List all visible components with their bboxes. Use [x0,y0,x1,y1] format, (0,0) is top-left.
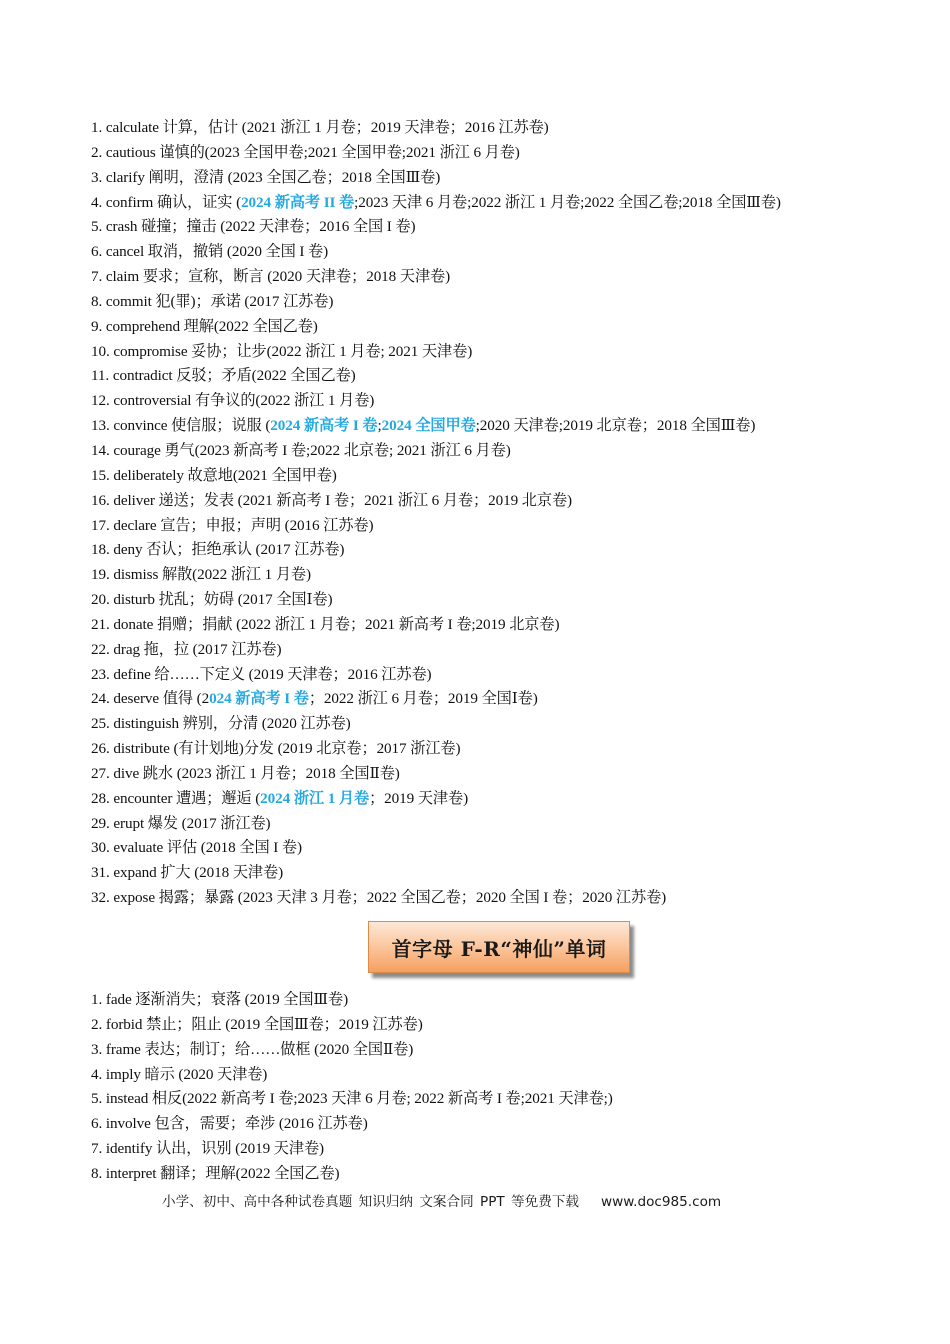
entry-text: 15. deliberately 故意地(2021 全国甲卷) [91,466,337,484]
entry-text: 26. distribute (有计划地)分发 (2019 北京卷；2017 浙江卷) [91,740,461,758]
entry-text: 10. compromise 妥协；让步(2022 浙江 1 月卷; 2021 天津卷) [91,342,473,360]
vocab-entry [91,414,891,439]
section-banner [368,921,636,979]
page-footer [162,1190,802,1210]
vocab-entry [91,737,891,762]
entry-text: ；2019 天津卷) [369,789,469,807]
vocab-entry [91,1063,891,1088]
vocab-entry [91,563,891,588]
entry-text: 4. confirm 确认，证实 ( [91,193,242,211]
vocab-entry [91,340,891,365]
entry-text: 2. cautious 谨慎的(2023 全国甲卷;2021 全国甲卷;2021 浙江 6 月卷) [91,143,520,161]
highlighted-exam-source: 2024 新高考 II 卷 [241,193,355,211]
entry-text: ; [377,417,382,435]
vocab-entry [91,364,891,389]
entry-text: 31. expand 扩大 (2018 天津卷) [91,864,284,882]
highlighted-exam-source: 2024 全国甲卷 [381,417,476,435]
vocab-entry [91,514,891,539]
vocab-entry [91,389,891,414]
entry-text: 5. instead 相反(2022 新高考 I 卷;2023 天津 6 月卷; 2022 新高考 I 卷;2021 天津卷;) [91,1090,613,1108]
entry-text: 8. commit 犯(罪)；承诺 (2017 江苏卷) [91,292,334,310]
vocab-entry [91,988,891,1013]
entry-text: 5. crash 碰撞；撞击 (2022 天津卷；2016 全国 I 卷) [91,218,416,236]
entry-text: 14. courage 勇气(2023 新高考 I 卷;2022 北京卷; 2021 浙江 6 月卷) [91,441,511,459]
vocab-entry [91,787,891,812]
entry-text: 6. involve 包含，需要；牵涉 (2016 江苏卷) [91,1115,368,1133]
entry-text: 21. donate 捐赠；捐献 (2022 浙江 1 月卷；2021 新高考 I 卷;2019 北京卷) [91,615,560,633]
entry-text: 32. expose 揭露；暴露 (2023 天津 3 月卷；2022 全国乙卷；2020 全国 I 卷；2020 江苏卷) [91,889,667,907]
vocab-entry [91,812,891,837]
entry-text: 2. forbid 禁止；阻止 (2019 全国Ⅲ卷；2019 江苏卷) [91,1015,423,1033]
vocab-entry [91,1013,891,1038]
vocab-entry [91,439,891,464]
vocab-entry [91,166,891,191]
vocabulary-list-c-e [91,116,891,911]
entry-text: 25. distinguish 辨别，分清 (2020 江苏卷) [91,715,351,733]
entry-text: 19. dismiss 解散(2022 浙江 1 月卷) [91,566,311,584]
entry-text: 13. convince 使信服；说服 ( [91,417,271,435]
vocab-entry [91,538,891,563]
highlighted-exam-source: 2024 新高考 I 卷 [270,417,378,435]
vocab-entry [91,141,891,166]
vocab-entry [91,712,891,737]
entry-text: 24. deserve 值得 (2 [91,690,210,708]
entry-text: 27. dive 跳水 (2023 浙江 1 月卷；2018 全国Ⅱ卷) [91,764,400,782]
footer-url[interactable]: www.doc985.com [601,1194,722,1210]
vocab-entry [91,613,891,638]
vocab-entry [91,836,891,861]
entry-text: 9. comprehend 理解(2022 全国乙卷) [91,317,318,335]
entry-text: 12. controversial 有争议的(2022 浙江 1 月卷) [91,392,375,410]
highlighted-exam-source: 2024 浙江 1 月卷 [260,789,370,807]
entry-text: 4. imply 暗示 (2020 天津卷) [91,1065,268,1083]
entry-text: 3. clarify 阐明，澄清 (2023 全国乙卷；2018 全国Ⅲ卷) [91,168,441,186]
vocab-entry [91,240,891,265]
entry-text: 16. deliver 递送；发表 (2021 新高考 I 卷；2021 浙江 6 月卷；2019 北京卷) [91,491,572,509]
entry-text: 3. frame 表达；制订；给……做框 (2020 全国Ⅱ卷) [91,1040,414,1058]
vocab-entry [91,215,891,240]
vocab-entry [91,489,891,514]
entry-text: 8. interpret 翻译；理解(2022 全国乙卷) [91,1164,340,1182]
vocab-entry [91,861,891,886]
vocab-entry [91,191,891,216]
footer-text: 小学、初中、高中各种试卷真题 知识归纳 文案合同 PPT 等免费下载 [162,1194,580,1210]
entry-text: 28. encounter 遭遇；邂逅 ( [91,789,261,807]
entry-text: 1. calculate 计算，估计 (2021 浙江 1 月卷；2019 天津卷；2016 江苏卷) [91,119,549,136]
entry-text: 1. fade 逐渐消失；衰落 (2019 全国Ⅲ卷) [91,991,349,1008]
vocab-entry [91,315,891,340]
vocab-entry [91,762,891,787]
vocab-entry [91,1112,891,1137]
vocab-entry [91,290,891,315]
entry-text: ;2020 天津卷;2019 北京卷；2018 全国Ⅲ卷) [475,417,756,435]
entry-text: ;2023 天津 6 月卷;2022 浙江 1 月卷;2022 全国乙卷;2018 全国Ⅲ卷) [354,193,781,211]
entry-text: 11. contradict 反驳；矛盾(2022 全国乙卷) [91,367,356,385]
entry-text: 18. deny 否认；拒绝承认 (2017 江苏卷) [91,541,345,559]
vocab-entry [91,1087,891,1112]
entry-text: 17. declare 宣告；申报；声明 (2016 江苏卷) [91,516,374,534]
vocab-entry [91,663,891,688]
vocab-entry [91,638,891,663]
vocab-entry [91,265,891,290]
vocab-entry [91,464,891,489]
vocab-entry [91,1038,891,1063]
entry-text: 30. evaluate 评估 (2018 全国 I 卷) [91,839,302,857]
vocab-entry [91,1137,891,1162]
entry-text: ；2022 浙江 6 月卷；2019 全国Ⅰ卷) [308,690,538,708]
vocab-entry [91,687,891,712]
vocab-entry [91,588,891,613]
entry-text: 7. claim 要求；宣称，断言 (2020 天津卷；2018 天津卷) [91,268,451,286]
entry-text: 29. erupt 爆发 (2017 浙江卷) [91,814,271,832]
entry-text: 7. identify 认出，识别 (2019 天津卷) [91,1140,325,1158]
entry-text: 6. cancel 取消，撤销 (2020 全国 I 卷) [91,243,329,261]
vocab-entry [91,1162,891,1187]
vocabulary-list-f-r [91,988,891,1187]
entry-text: 23. define 给……下定义 (2019 天津卷；2016 江苏卷) [91,665,432,683]
entry-text: 22. drag 拖，拉 (2017 江苏卷) [91,640,282,658]
section-banner-title: 首字母 F-R“神仙”单词 [368,921,630,973]
vocab-entry [91,116,891,141]
highlighted-exam-source: 024 新高考 I 卷 [209,690,309,708]
vocab-entry [91,886,891,911]
entry-text: 20. disturb 扰乱；妨碍 (2017 全国Ⅰ卷) [91,591,333,609]
